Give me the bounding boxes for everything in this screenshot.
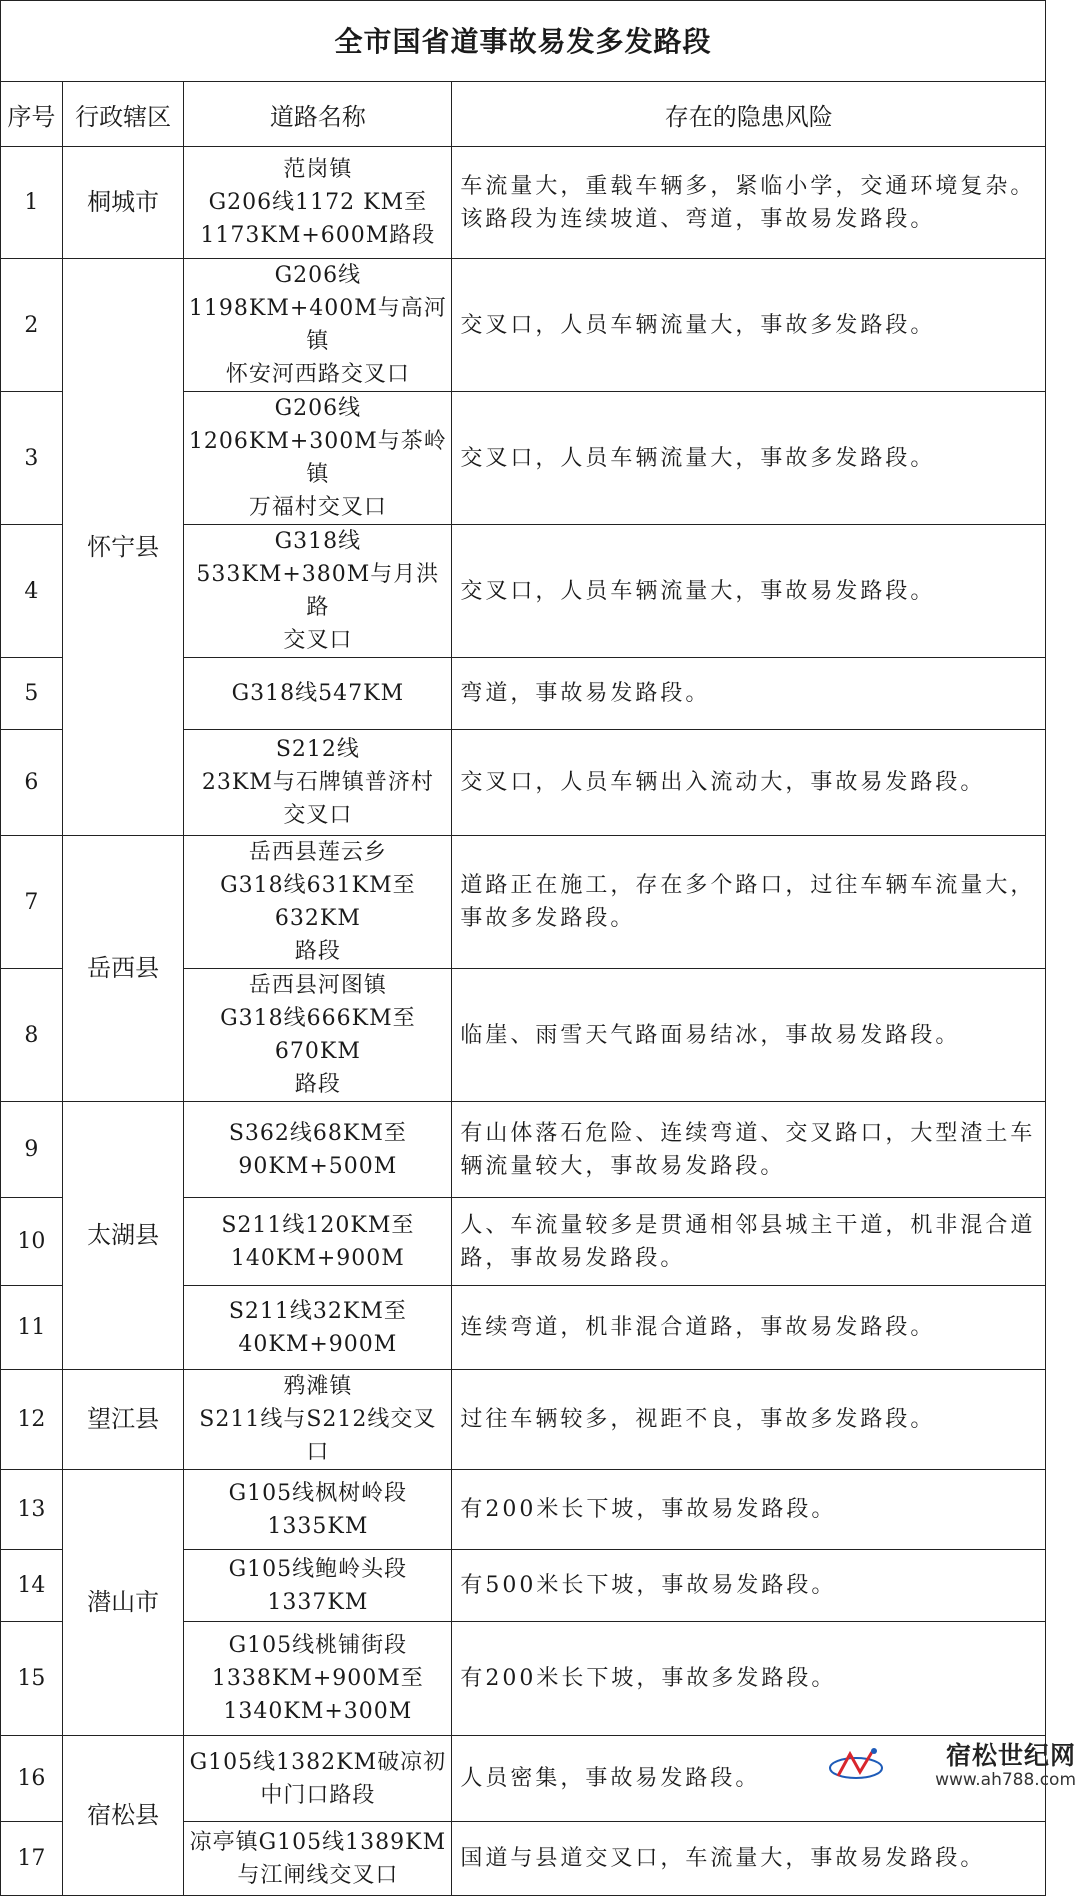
road-cell: G206线 1198KM+400M与高河镇 怀安河西路交叉口: [184, 259, 452, 392]
risk-cell: 人员密集，事故易发路段。: [452, 1736, 1046, 1822]
risk-cell: 有500米长下坡，事故易发路段。: [452, 1550, 1046, 1622]
road-cell: S211线32KM至 40KM+900M: [184, 1286, 452, 1370]
road-cell: G206线 1206KM+300M与茶岭镇 万福村交叉口: [184, 392, 452, 525]
district-cell: 潜山市: [62, 1470, 183, 1736]
road-cell: G105线鲍岭头段 1337KM: [184, 1550, 452, 1622]
table-row: [1, 1370, 1046, 1470]
row-index: 17: [1, 1822, 63, 1896]
road-cell: G105线枫树岭段 1335KM: [184, 1470, 452, 1550]
risk-cell: 临崖、雨雪天气路面易结冰，事故易发路段。: [452, 969, 1046, 1102]
district-cell: 宿松县: [62, 1736, 183, 1896]
row-index: 16: [1, 1736, 63, 1822]
watermark-site-name: 宿松世纪网: [945, 1741, 1076, 1770]
row-index: 6: [1, 730, 63, 836]
row-index: 14: [1, 1550, 63, 1622]
watermark-url: www.ah788.com: [935, 1770, 1076, 1790]
row-index: 11: [1, 1286, 63, 1370]
road-cell: G105线桃铺街段 1338KM+900M至 1340KM+300M: [184, 1622, 452, 1736]
row-index: 5: [1, 658, 63, 730]
table-row: [1, 1470, 1046, 1550]
road-cell: S212线 23KM与石牌镇普济村 交叉口: [184, 730, 452, 836]
risk-cell: 车流量大，重载车辆多，紧临小学，交通环境复杂。该路段为连续坡道、弯道，事故易发路段。: [452, 147, 1046, 259]
risk-cell: 有山体落石危险、连续弯道、交叉路口，大型渣土车辆流量较大，事故易发路段。: [452, 1102, 1046, 1198]
risk-cell: 交叉口，人员车辆出入流动大，事故易发路段。: [452, 730, 1046, 836]
road-cell: G318线 533KM+380M与月洪路 交叉口: [184, 525, 452, 658]
risk-cell: 道路正在施工，存在多个路口，过往车辆车流量大，事故多发路段。: [452, 836, 1046, 969]
row-index: 1: [1, 147, 63, 259]
row-index: 13: [1, 1470, 63, 1550]
district-cell: 桐城市: [62, 147, 183, 259]
row-index: 4: [1, 525, 63, 658]
risk-cell: 交叉口，人员车辆流量大，事故多发路段。: [452, 259, 1046, 392]
row-index: 10: [1, 1198, 63, 1286]
row-index: 3: [1, 392, 63, 525]
row-index: 9: [1, 1102, 63, 1198]
risk-cell: 有200米长下坡，事故多发路段。: [452, 1622, 1046, 1736]
title-row: [1, 1, 1046, 82]
road-cell: 凉亭镇G105线1389KM 与江闸线交叉口: [184, 1822, 452, 1896]
watermark: [820, 1734, 1080, 1796]
road-cell: S362线68KM至 90KM+500M: [184, 1102, 452, 1198]
header-risk: 存在的隐患风险: [452, 82, 1046, 147]
road-cell: S211线120KM至 140KM+900M: [184, 1198, 452, 1286]
row-index: 2: [1, 259, 63, 392]
risk-cell: 有200米长下坡，事故易发路段。: [452, 1470, 1046, 1550]
road-cell: 鸦滩镇 S211线与S212线交叉 口: [184, 1370, 452, 1470]
header-road: 道路名称: [184, 82, 452, 147]
row-index: 8: [1, 969, 63, 1102]
row-index: 15: [1, 1622, 63, 1736]
district-cell: 太湖县: [62, 1102, 183, 1370]
road-cell: 岳西县莲云乡 G318线631KM至632KM 路段: [184, 836, 452, 969]
risk-cell: 国道与县道交叉口，车流量大，事故易发路段。: [452, 1822, 1046, 1896]
table-row: [1, 836, 1046, 969]
road-cell: 岳西县河图镇 G318线666KM至670KM 路段: [184, 969, 452, 1102]
page-title: 全市国省道事故易发多发路段: [1, 1, 1046, 82]
road-cell: G105线1382KM破凉初 中门口路段: [184, 1736, 452, 1822]
risk-cell: 交叉口，人员车辆流量大，事故易发路段。: [452, 525, 1046, 658]
header-row: [1, 82, 1046, 147]
header-index: 序号: [1, 82, 63, 147]
road-cell: G318线547KM: [184, 658, 452, 730]
risk-cell: 交叉口，人员车辆流量大，事故多发路段。: [452, 392, 1046, 525]
header-district: 行政辖区: [62, 82, 183, 147]
district-cell: 怀宁县: [62, 259, 183, 836]
table-row: [1, 147, 1046, 259]
risk-cell: 弯道，事故易发路段。: [452, 658, 1046, 730]
risk-cell: 过往车辆较多，视距不良，事故多发路段。: [452, 1370, 1046, 1470]
risk-cell: 人、车流量较多是贯通相邻县城主干道，机非混合道路，事故易发路段。: [452, 1198, 1046, 1286]
table-row: [1, 1102, 1046, 1198]
risk-cell: 连续弯道，机非混合道路，事故易发路段。: [452, 1286, 1046, 1370]
row-index: 12: [1, 1370, 63, 1470]
table-row: [1, 259, 1046, 392]
row-index: 7: [1, 836, 63, 969]
district-cell: 岳西县: [62, 836, 183, 1102]
road-cell: 范岗镇 G206线1172 KM至 1173KM+600M路段: [184, 147, 452, 259]
watermark-logo-icon: [826, 1742, 888, 1792]
district-cell: 望江县: [62, 1370, 183, 1470]
